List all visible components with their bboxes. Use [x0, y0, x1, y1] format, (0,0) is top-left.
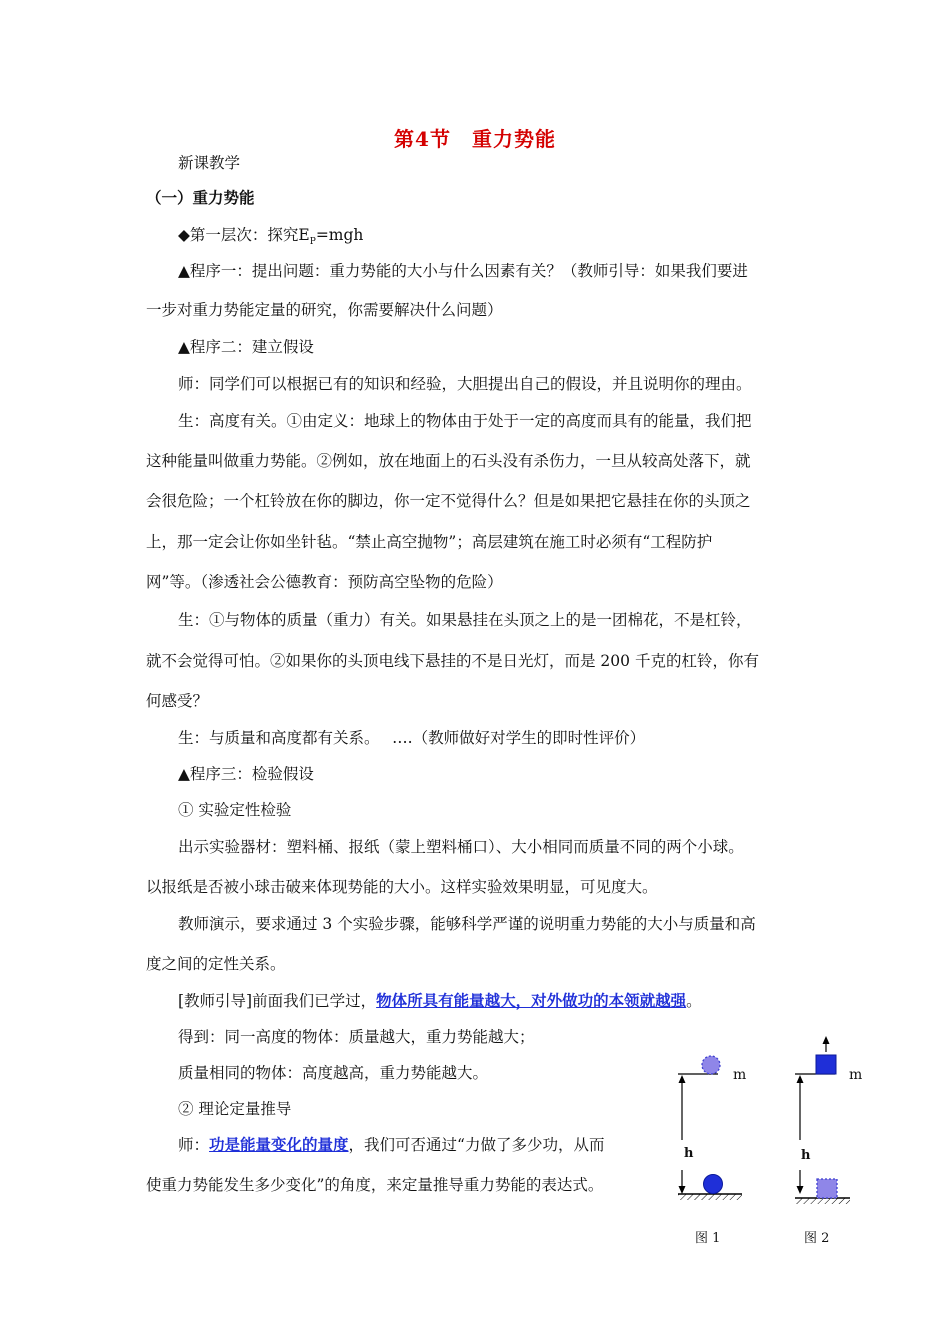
- paragraph-line: 得到：同一高度的物体：质量越大，重力势能越大；: [178, 1028, 535, 1046]
- gravity-diagram-svg: [660, 1022, 890, 1252]
- paragraph-line: 师：同学们可以根据已有的知识和经验，大胆提出自己的假设，并且说明你的理由。: [178, 375, 752, 393]
- paragraph-line: 生：①与物体的质量（重力）有关。如果悬挂在头顶之上的是一团棉花，不是杠铃，: [178, 611, 752, 629]
- paragraph-line: 教师演示，要求通过 3 个实验步骤，能够科学严谨的说明重力势能的大小与质量和高: [178, 915, 756, 933]
- paragraph-line: ▲程序二：建立假设: [178, 338, 314, 356]
- paragraph-line: 网”等。（渗透社会公德教育：预防高空坠物的危险）: [146, 573, 503, 591]
- paragraph-line: 就不会觉得可怕。②如果你的头顶电线下悬挂的不是日光灯，而是 200 千克的杠铃，你有: [146, 652, 759, 670]
- paragraph-line: ▲程序一：提出问题：重力势能的大小与什么因素有关？（教师引导：如果我们要进: [178, 262, 748, 280]
- paragraph-line: 这种能量叫做重力势能。②例如，放在地面上的石头没有杀伤力，一旦从较高处落下，就: [146, 452, 751, 470]
- paragraph-line: 以报纸是否被小球击破来体现势能的大小。这样实验效果明显，可见度大。: [146, 878, 658, 896]
- paragraph-line: 会很危险；一个杠铃放在你的脚边，你一定不觉得什么？但是如果把它悬挂在你的头顶之: [146, 492, 751, 510]
- arrow-head-icon: [797, 1075, 804, 1083]
- arrow-head-icon: [797, 1186, 804, 1194]
- figure-2-caption: 图 2: [804, 1231, 830, 1246]
- ground-block-icon: [817, 1179, 837, 1198]
- paragraph-line: 师：功是能量变化的量度，我们可否通过“力做了多少功，从而: [178, 1135, 605, 1154]
- paragraph-line: 质量相同的物体：高度越高，重力势能越大。: [178, 1064, 489, 1082]
- paragraph-line: 出示实验器材：塑料桶、报纸（蒙上塑料桶口）、大小相同而质量不同的两个小球。: [178, 838, 744, 856]
- paragraph-line: 使重力势能发生多少变化”的角度，来定量推导重力势能的表达式。: [146, 1176, 604, 1194]
- paragraph-line: ① 实验定性检验: [178, 801, 292, 819]
- highlighted-principle: 功是能量变化的量度: [209, 1135, 349, 1154]
- ground-ball-icon: [704, 1175, 723, 1194]
- figure-2: [795, 1036, 850, 1204]
- paragraph-line: 何感受？: [146, 692, 209, 710]
- gravity-diagram: [660, 1022, 890, 1252]
- paragraph-line: ◆第一层次：探究$E_P=mgh$: [178, 226, 364, 248]
- raised-ball-icon: [702, 1056, 720, 1074]
- ground-hatch: [795, 1198, 850, 1204]
- paragraph-line: [教师引导]前面我们已学过，物体所具有能量越大，对外做功的本领就越强。: [178, 991, 702, 1010]
- paragraph-line: 生：与质量和高度都有关系。 ….（教师做好对学生的即时性评价）: [178, 729, 646, 747]
- mass-label: m: [849, 1067, 863, 1083]
- mass-label: m: [733, 1067, 747, 1083]
- ground-hatch: [678, 1194, 742, 1200]
- arrow-head-icon: [679, 1075, 686, 1083]
- paragraph-line: 生：高度有关。①由定义：地球上的物体由于处于一定的高度而具有的能量，我们把: [178, 412, 752, 430]
- paragraph-line: ▲程序三：检验假设: [178, 765, 314, 783]
- paragraph-line: 新课教学: [178, 154, 241, 172]
- raised-block-icon: [816, 1055, 836, 1074]
- paragraph-line: ② 理论定量推导: [178, 1100, 292, 1118]
- figure-1-caption: 图 1: [695, 1231, 721, 1246]
- height-label: h: [801, 1148, 811, 1163]
- paragraph-line: 上，那一定会让你如坐针毡。“禁止高空抛物”；高层建筑在施工时必须有“工程防护: [146, 533, 713, 551]
- arrow-head-icon: [679, 1186, 686, 1194]
- highlighted-principle: 物体所具有能量越大，对外做功的本领就越强: [376, 991, 687, 1010]
- paragraph-line: 一步对重力势能定量的研究，你需要解决什么问题）: [146, 301, 503, 319]
- section-title: 第4节 重力势能: [394, 127, 556, 151]
- section-heading: （一）重力势能: [146, 188, 255, 207]
- arrow-head-icon: [823, 1036, 830, 1044]
- height-label: h: [684, 1146, 694, 1161]
- paragraph-line: 度之间的定性关系。: [146, 955, 286, 973]
